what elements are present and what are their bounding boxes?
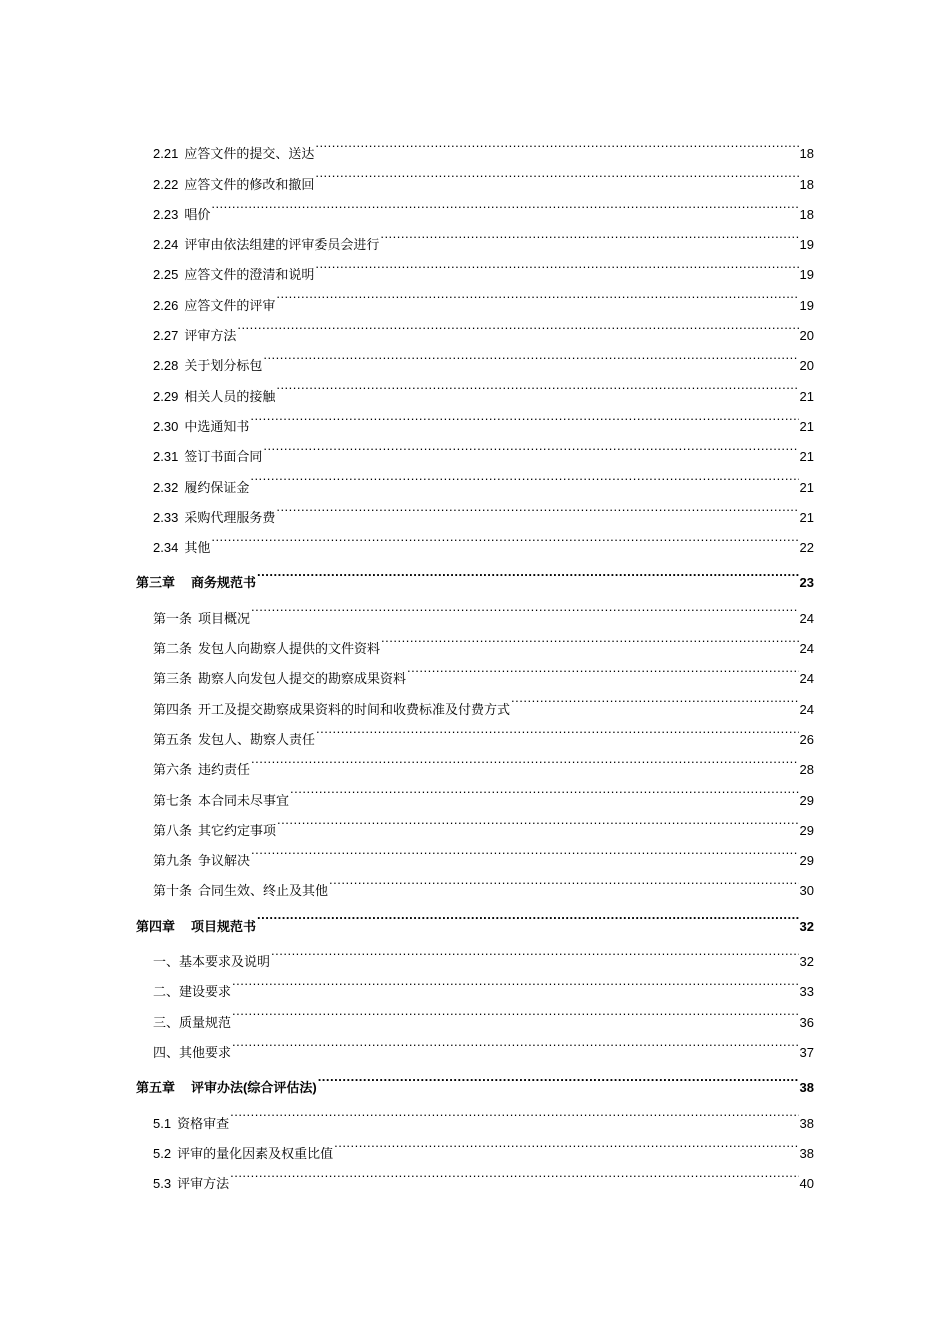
toc-entry-number: 第五章	[136, 1080, 176, 1096]
toc-entry-title: 合同生效、终止及其他	[198, 883, 329, 899]
toc-entry-page: 21	[799, 388, 814, 404]
toc-entry-number: 5.2	[153, 1145, 172, 1161]
toc-entry-title: 争议解决	[198, 853, 251, 869]
toc-dot-leader	[251, 744, 799, 774]
toc-entry-title: 违约责任	[198, 762, 251, 778]
toc-entry-number: 第八条	[153, 822, 193, 838]
toc-entry[interactable]	[136, 340, 814, 374]
toc-entry-title: 评审办法(综合评估法)	[191, 1080, 317, 1096]
toc-entry-title: 应答文件的提交、送达	[184, 146, 315, 162]
toc-entry-number: 2.22	[153, 176, 179, 192]
toc-entry-page: 38	[799, 1145, 814, 1161]
toc-entry-title: 其它约定事项	[198, 822, 277, 838]
toc-entry-title: 评审的量化因素及权重比值	[177, 1145, 334, 1161]
toc-entry[interactable]	[136, 219, 814, 253]
toc-entry-number: 第三章	[136, 575, 176, 591]
toc-entry-title: 唱价	[184, 206, 211, 222]
toc-entry-number: 2.30	[153, 418, 179, 434]
toc-entry[interactable]	[136, 1097, 814, 1131]
toc-entry-title: 评审方法	[184, 328, 237, 344]
toc-entry-title: 二、建设要求	[153, 984, 232, 1000]
toc-entry-page: 29	[799, 822, 814, 838]
toc-entry-title: 项目规范书	[191, 918, 257, 934]
toc-entry-number: 2.28	[153, 358, 179, 374]
toc-entry[interactable]	[136, 996, 814, 1030]
toc-entry-number: 2.29	[153, 388, 179, 404]
toc-entry-title: 中选通知书	[184, 418, 250, 434]
toc-dot-leader	[276, 370, 798, 400]
toc-entry-number: 2.31	[153, 449, 179, 465]
toc-entry-page: 26	[799, 731, 814, 747]
toc-entry-number: 2.33	[153, 509, 179, 525]
toc-entry-page: 40	[799, 1176, 814, 1192]
toc-entry-title: 发包人向勘察人提供的文件资料	[198, 641, 381, 657]
table-of-contents	[136, 128, 814, 1192]
toc-entry[interactable]	[136, 1027, 814, 1060]
toc-dot-leader	[276, 279, 798, 309]
toc-dot-leader	[277, 805, 799, 835]
toc-entry-page: 36	[799, 1014, 814, 1030]
toc-entry-title: 关于划分标包	[184, 358, 263, 374]
toc-entry-page: 20	[799, 328, 814, 344]
toc-dot-leader	[251, 592, 799, 622]
toc-entry-title: 履约保证金	[184, 479, 250, 495]
toc-entry-number: 第六条	[153, 762, 193, 778]
toc-dot-leader	[251, 835, 799, 865]
toc-entry-page: 30	[799, 883, 814, 899]
toc-entry-number: 2.25	[153, 267, 179, 283]
toc-entry-number: 2.21	[153, 146, 179, 162]
toc-entry-number: 5.1	[153, 1115, 172, 1131]
toc-entry-title: 本合同未尽事宜	[198, 792, 290, 808]
toc-entry-page: 24	[799, 701, 814, 717]
toc-entry-page: 28	[799, 762, 814, 778]
toc-entry-number: 第二条	[153, 641, 193, 657]
toc-dot-leader	[407, 653, 799, 683]
toc-entry-page: 29	[799, 853, 814, 869]
toc-chapter-entry[interactable]	[136, 557, 814, 591]
toc-entry-number: 第九条	[153, 853, 193, 869]
toc-entry-title: 应答文件的修改和撤回	[184, 176, 315, 192]
toc-entry-title: 资格审查	[177, 1115, 230, 1131]
toc-entry-title: 其他	[184, 540, 211, 556]
toc-chapter-entry[interactable]	[136, 1062, 814, 1096]
toc-entry-number: 第四章	[136, 918, 176, 934]
toc-entry-page: 21	[799, 509, 814, 525]
toc-entry-page: 21	[799, 418, 814, 434]
toc-entry-number: 第三条	[153, 671, 193, 687]
toc-entry[interactable]	[136, 1158, 814, 1192]
toc-entry-page: 23	[799, 575, 814, 591]
toc-entry-number: 第一条	[153, 610, 193, 626]
toc-entry-title: 商务规范书	[191, 575, 257, 591]
toc-entry[interactable]	[136, 966, 814, 1000]
toc-dot-leader	[315, 128, 798, 158]
toc-dot-leader	[257, 900, 799, 930]
toc-entry-number: 2.23	[153, 206, 179, 222]
toc-entry-page: 21	[799, 479, 814, 495]
toc-entry-number: 2.32	[153, 479, 179, 495]
toc-dot-leader	[276, 492, 798, 522]
toc-dot-leader	[250, 401, 798, 431]
toc-entry-number: 第七条	[153, 792, 193, 808]
toc-entry-title: 应答文件的评审	[184, 297, 276, 313]
toc-entry[interactable]	[136, 189, 814, 222]
toc-entry-title: 开工及提交勘察成果资料的时间和收费标准及付费方式	[198, 701, 511, 717]
toc-entry-title: 相关人员的接触	[184, 388, 276, 404]
toc-entry-page: 20	[799, 358, 814, 374]
toc-entry-number: 第五条	[153, 731, 193, 747]
toc-entry-title: 评审方法	[177, 1176, 230, 1192]
toc-entry-title: 采购代理服务费	[184, 509, 276, 525]
toc-entry-title: 发包人、勘察人责任	[198, 731, 316, 747]
toc-entry-title: 四、其他要求	[153, 1044, 232, 1060]
toc-entry-page: 37	[799, 1044, 814, 1060]
toc-entry-page: 38	[799, 1115, 814, 1131]
toc-entry-page: 32	[799, 954, 814, 970]
toc-entry-title: 一、基本要求及说明	[153, 954, 271, 970]
toc-dot-leader	[318, 1062, 799, 1092]
toc-entry-title: 项目概况	[198, 610, 251, 626]
toc-entry-title: 勘察人向发包人提交的勘察成果资料	[198, 671, 407, 687]
toc-dot-leader	[271, 936, 799, 966]
toc-entry-page: 21	[799, 449, 814, 465]
toc-dot-leader	[316, 714, 799, 744]
toc-dot-leader	[232, 996, 799, 1026]
toc-entry-number: 2.24	[153, 237, 179, 253]
toc-entry-number: 5.3	[153, 1176, 172, 1192]
toc-entry[interactable]	[136, 522, 814, 556]
toc-entry-page: 19	[799, 297, 814, 313]
toc-dot-leader	[250, 461, 798, 491]
toc-dot-leader	[230, 1158, 798, 1188]
toc-dot-leader	[381, 623, 799, 653]
toc-entry-page: 24	[799, 641, 814, 657]
toc-entry[interactable]	[136, 1128, 814, 1161]
toc-entry-title: 三、质量规范	[153, 1014, 232, 1030]
toc-dot-leader	[380, 219, 798, 249]
toc-dot-leader	[232, 1027, 799, 1057]
toc-dot-leader	[237, 310, 798, 340]
toc-entry-page: 19	[799, 237, 814, 253]
toc-entry-title: 签订书面合同	[184, 449, 263, 465]
toc-dot-leader	[230, 1097, 798, 1127]
toc-entry-title: 应答文件的澄清和说明	[184, 267, 315, 283]
toc-entry-number: 2.26	[153, 297, 179, 313]
toc-entry-page: 22	[799, 540, 814, 556]
toc-entry-page: 19	[799, 267, 814, 283]
toc-entry-number: 2.27	[153, 328, 179, 344]
toc-dot-leader	[511, 683, 799, 713]
toc-entry-page: 33	[799, 984, 814, 1000]
toc-entry[interactable]	[136, 128, 814, 162]
toc-entry-page: 24	[799, 610, 814, 626]
toc-dot-leader	[290, 774, 799, 804]
toc-entry-page: 24	[799, 671, 814, 687]
toc-dot-leader	[211, 189, 798, 219]
toc-dot-leader	[334, 1128, 798, 1158]
toc-dot-leader	[263, 431, 798, 461]
toc-dot-leader	[329, 865, 799, 895]
toc-entry-number: 2.34	[153, 540, 179, 556]
toc-dot-leader	[211, 522, 798, 552]
toc-entry-number: 第十条	[153, 883, 193, 899]
toc-dot-leader	[232, 966, 799, 996]
toc-entry[interactable]	[136, 310, 814, 344]
toc-dot-leader	[263, 340, 798, 370]
toc-entry-page: 18	[799, 146, 814, 162]
toc-dot-leader	[315, 158, 798, 188]
toc-dot-leader	[315, 249, 798, 279]
toc-entry-title: 评审由依法组建的评审委员会进行	[184, 237, 380, 253]
toc-entry-page: 18	[799, 176, 814, 192]
toc-entry-page: 38	[799, 1080, 814, 1096]
toc-entry-number: 第四条	[153, 701, 193, 717]
toc-entry-page: 18	[799, 206, 814, 222]
toc-entry-page: 29	[799, 792, 814, 808]
toc-entry-page: 32	[799, 918, 814, 934]
toc-dot-leader	[257, 557, 799, 587]
